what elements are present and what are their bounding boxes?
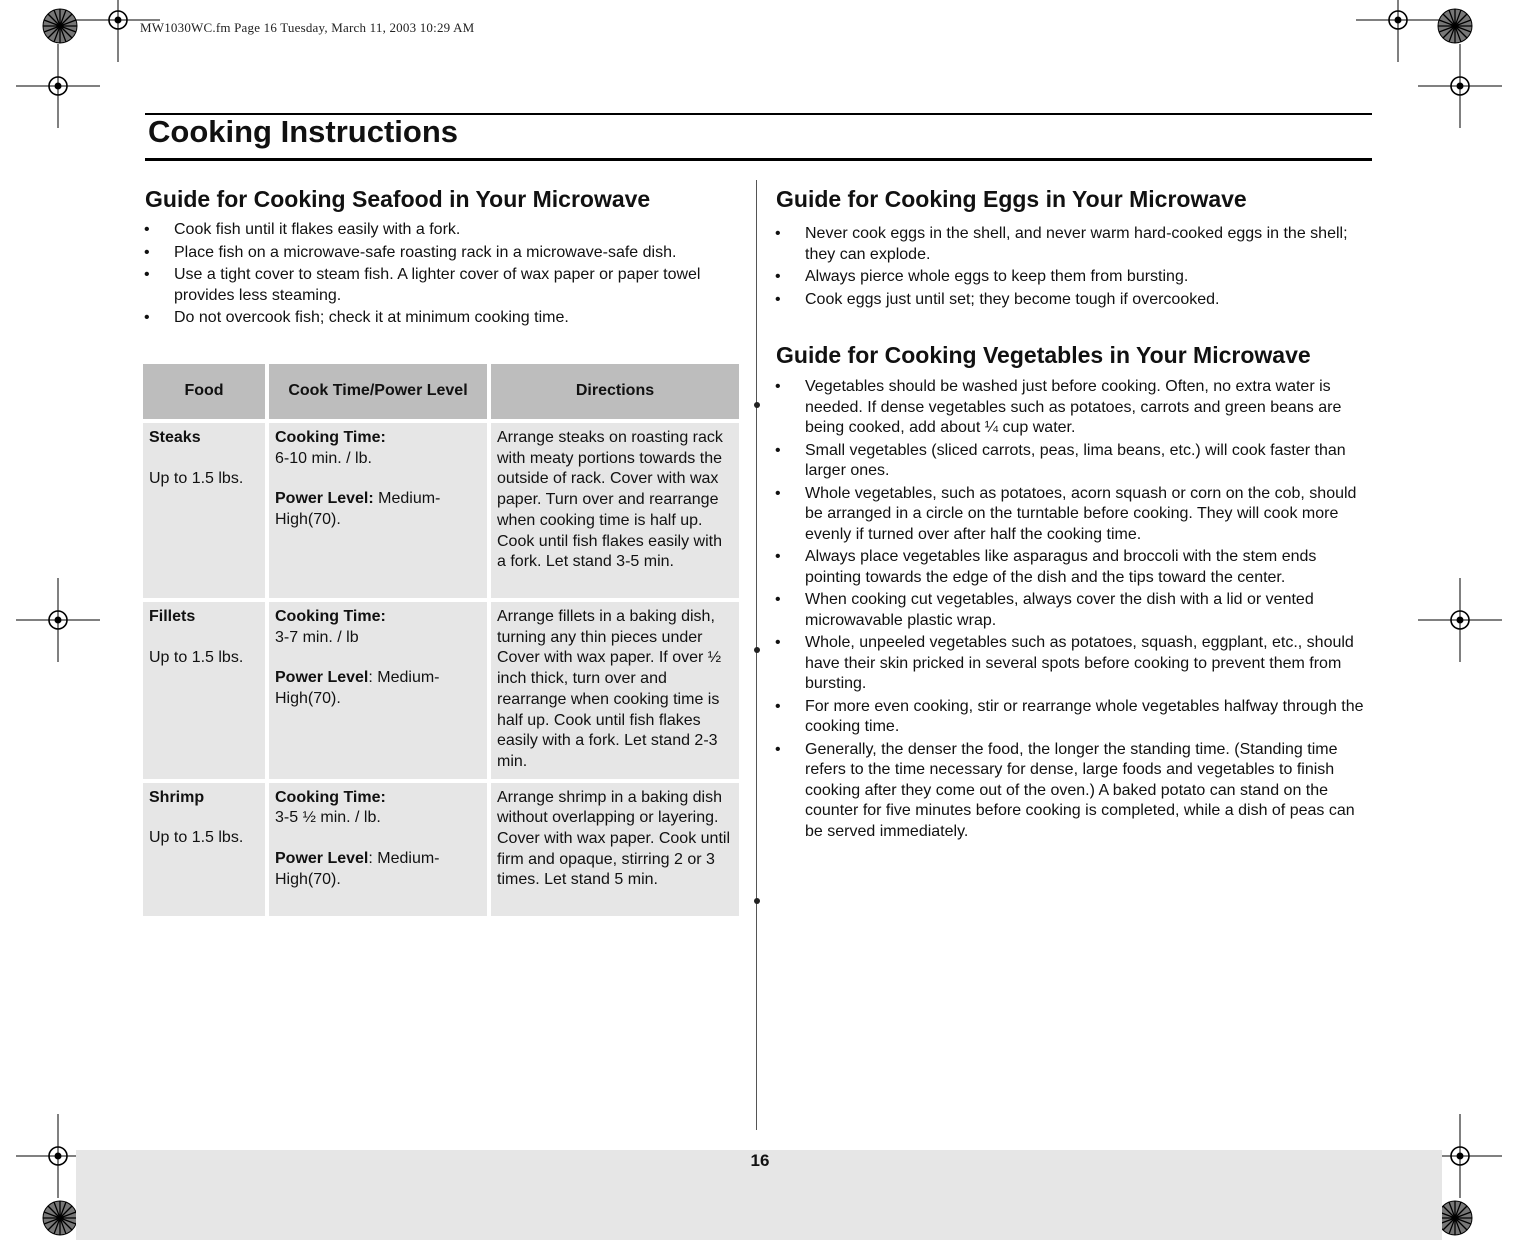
food-name: Steaks xyxy=(149,429,201,446)
vegetables-heading: Guide for Cooking Vegetables in Your Microwave xyxy=(776,342,1311,368)
list-item: • Always pierce whole eggs to keep them from bursting. xyxy=(775,267,1371,288)
seafood-heading: Guide for Cooking Seafood in Your Microwave xyxy=(145,186,651,212)
column-header-cook-time: Cook Time/Power Level xyxy=(269,364,487,419)
power-level-label: Power Level xyxy=(275,669,369,687)
food-name: Shrimp xyxy=(149,788,205,806)
page-title: Cooking Instructions xyxy=(148,114,458,149)
table-row xyxy=(143,602,739,779)
list-item: • Do not overcook fish; check it at minimum cooking time. xyxy=(144,308,744,329)
divider-dot xyxy=(754,647,760,653)
vegetables-bullets xyxy=(775,377,1375,844)
column-header-food: Food xyxy=(143,364,265,419)
list-item: • Cook eggs just until set; they become tough if overcooked. xyxy=(775,290,1371,311)
divider-dot xyxy=(754,898,760,904)
divider-dot xyxy=(754,402,760,408)
cook-time-cell xyxy=(269,783,487,916)
list-item: • Never cook eggs in the shell, and never warm hard-cooked eggs in the shell; they can explode. xyxy=(775,224,1371,265)
eggs-bullets xyxy=(775,224,1371,312)
file-header: MW1030WC.fm Page 16 Tuesday, March 11, 2003 10:29 AM xyxy=(140,20,475,35)
list-item: • Use a tight cover to steam fish. A lighter cover of wax paper or paper towel provides less steaming. xyxy=(144,265,744,306)
list-item: • Small vegetables (sliced carrots, peas, lima beans, etc.) will cook faster than larger ones. xyxy=(775,441,1375,482)
eggs-heading: Guide for Cooking Eggs in Your Microwave xyxy=(776,186,1247,212)
directions-cell: Arrange shrimp in a baking dish without overlapping or layering. Cover with wax paper. Cook until firm and opaque, stirring 2 or 3 times. Let stand 5 min. xyxy=(491,783,739,916)
list-item: • Whole, unpeeled vegetables such as potatoes, squash, eggplant, etc., should have their skin pricked in several spots before cooking to prevent them from bursting. xyxy=(775,633,1375,695)
column-header-directions: Directions xyxy=(491,364,739,419)
list-item: • For more even cooking, stir or rearrange whole vegetables halfway through the cooking time. xyxy=(775,697,1375,738)
power-level-label: Power Level xyxy=(275,850,369,868)
food-name: Fillets xyxy=(149,608,196,625)
cook-time-cell xyxy=(269,423,487,598)
cooking-time-label: Cooking Time: xyxy=(275,608,386,625)
food-amount: Up to 1.5 lbs. xyxy=(149,829,244,847)
cooking-time-label: Cooking Time: xyxy=(275,788,386,806)
food-amount: Up to 1.5 lbs. xyxy=(149,648,244,666)
list-item: • Generally, the denser the food, the longer the standing time. (Standing time refers to the time necessary for dense, large foods and vegetables to finish cooking after they come out of the oven.) A baked potato can stand on the counter for five minutes before cooking is completed, while a dish of peas can be served immediately. xyxy=(775,740,1375,843)
cooking-time-value: 3-5 ½ min. / lb. xyxy=(275,809,381,827)
power-level-value: : Medium-High(70). xyxy=(275,669,440,708)
directions-cell: Arrange fillets in a baking dish, turning any thin pieces under Cover with wax paper. If over ½ inch thick, turn over and rearrange when cooking time is half up. Cook until fish flakes easily with a fork. Let stand 2-3 min. xyxy=(491,602,739,779)
table-row xyxy=(143,783,739,916)
list-item: • Place fish on a microwave-safe roasting rack in a microwave-safe dish. xyxy=(144,243,744,264)
food-amount: Up to 1.5 lbs. xyxy=(149,469,244,487)
directions-cell: Arrange steaks on roasting rack with meaty portions towards the outside of rack. Cover with wax paper. Turn over and rearrange when cooking time is half up. Cook until fish flakes easily with a fork. Let stand 3-5 min. xyxy=(491,423,739,598)
cooking-time-label: Cooking Time: xyxy=(275,429,386,446)
food-cell xyxy=(143,602,265,779)
list-item: • Always place vegetables like asparagus and broccoli with the stem ends pointing towards the edge of the dish and the tips toward the center. xyxy=(775,547,1375,588)
cooking-time-value: 6-10 min. / lb. xyxy=(275,449,372,467)
column-divider xyxy=(756,180,757,1130)
cook-time-cell xyxy=(269,602,487,779)
list-item: • Vegetables should be washed just before cooking. Often, no extra water is needed. If dense vegetables such as potatoes, carrots and green beans are being cooked, add about ¼ cup water. xyxy=(775,377,1375,439)
food-cell xyxy=(143,783,265,916)
list-item: • When cooking cut vegetables, always cover the dish with a lid or vented microwavable plastic wrap. xyxy=(775,590,1375,631)
title-rule-bottom xyxy=(145,158,1372,161)
food-cell xyxy=(143,423,265,598)
seafood-table xyxy=(139,360,743,920)
list-item: • Whole vegetables, such as potatoes, acorn squash or corn on the cob, should be arranged in a circle on the turntable before cooking. They will cook more evenly if turned over after half the cooking time. xyxy=(775,484,1375,546)
seafood-bullets xyxy=(144,220,744,331)
power-level-label: Power Level: xyxy=(275,490,374,508)
power-level-value: Medium-High(70). xyxy=(275,490,441,529)
list-item: • Cook fish until it flakes easily with a fork. xyxy=(144,220,744,241)
power-level-value: : Medium-High(70). xyxy=(275,850,440,888)
page-number: 16 xyxy=(750,1151,770,1170)
table-header-row xyxy=(143,364,739,419)
cooking-time-value: 3-7 min. / lb xyxy=(275,628,359,646)
table-row xyxy=(143,423,739,598)
